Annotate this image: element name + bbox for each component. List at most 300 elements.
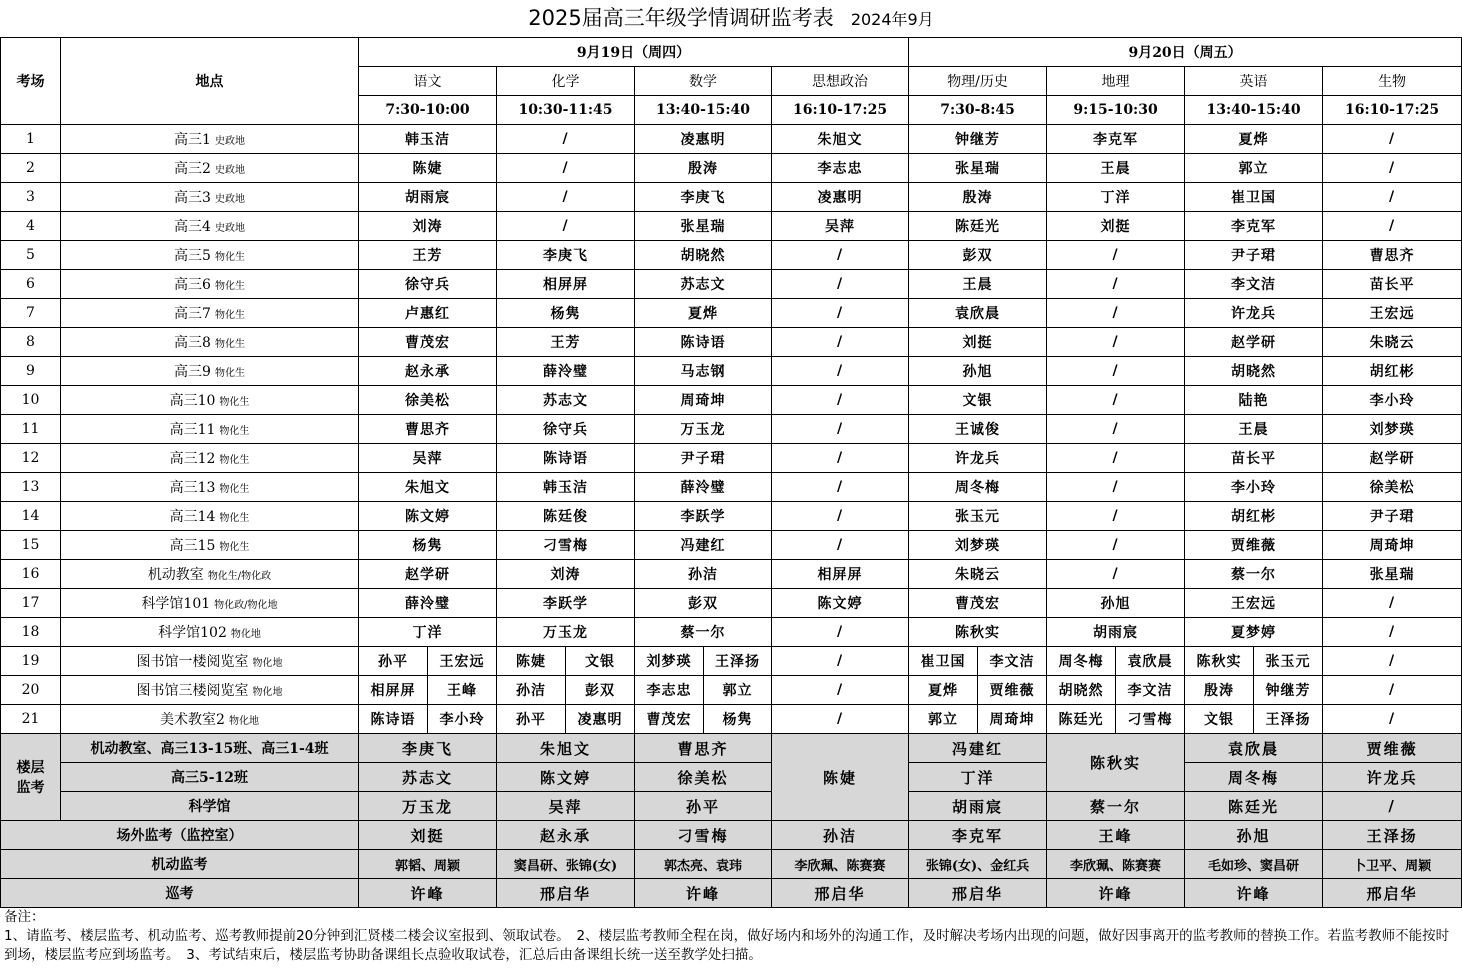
proctor-cell: 王晨 (1185, 415, 1323, 444)
proctor-cell: / (1047, 386, 1185, 415)
proctor-cell: 朱旭文 (497, 734, 635, 763)
location-cell (61, 270, 359, 299)
proctor-cell: 冯建红 (635, 531, 772, 560)
proctor-cell: 王芳 (497, 328, 635, 357)
proctor-cell: / (497, 212, 635, 241)
proctor-cell: 马志钢 (635, 357, 772, 386)
proctor-cell: / (772, 357, 909, 386)
proctor-cell: 刘梦瑛 (1323, 415, 1462, 444)
proctor-cell: 苏志文 (497, 386, 635, 415)
room-number: 6 (1, 270, 61, 299)
header-subject: 地理 (1047, 67, 1185, 96)
table-row (1, 270, 1462, 299)
table-row (1, 386, 1462, 415)
proctor-cell: / (1323, 212, 1462, 241)
location-tag: 物化生 (219, 542, 250, 553)
proctor-cell: 曹茂宏 (635, 705, 704, 734)
proctor-cell: 周琦坤 (1323, 531, 1462, 560)
proctor-cell: 尹子珺 (1185, 241, 1323, 270)
proctor-cell: 许龙兵 (1323, 763, 1462, 792)
proctor-cell: 孙洁 (772, 821, 909, 850)
proctor-cell: 周冬梅 (909, 473, 1047, 502)
location-tag: 史政地 (214, 223, 245, 234)
header-time: 16:10-17:25 (1323, 96, 1462, 125)
proctor-cell: 相屏屏 (359, 676, 428, 705)
room-number: 10 (1, 386, 61, 415)
proctor-cell: 吴萍 (772, 212, 909, 241)
proctor-cell: / (497, 125, 635, 154)
proctor-cell: 陈廷俊 (497, 502, 635, 531)
location-tag: 物化地 (252, 658, 283, 669)
proctor-cell: / (497, 154, 635, 183)
location-name: 高三1 (174, 132, 211, 148)
proctor-cell: 王峰 (428, 676, 497, 705)
proctor-cell: 陈婕 (497, 647, 566, 676)
location-tag: 物化政/物化地 (214, 600, 278, 611)
proctor-cell: 刁雪梅 (497, 531, 635, 560)
proctor-cell: / (772, 328, 909, 357)
proctor-cell: 李欣珮、陈赛赛 (1047, 850, 1185, 879)
proctor-cell: / (1047, 444, 1185, 473)
location-name: 高三13 (169, 480, 216, 496)
proctor-cell: 徐美松 (635, 763, 772, 792)
proctor-cell: 刘挺 (1047, 212, 1185, 241)
proctor-cell: / (772, 386, 909, 415)
table-row (1, 125, 1462, 154)
table-row (1, 589, 1462, 618)
proctor-cell: 陈文婷 (497, 763, 635, 792)
proctor-cell: 崔卫国 (1185, 183, 1323, 212)
proctor-cell: 王宏远 (428, 647, 497, 676)
proctor-cell: 文银 (566, 647, 635, 676)
location-tag: 物化生 (219, 455, 250, 466)
floor-row (1, 734, 1462, 763)
location-cell (61, 444, 359, 473)
table-row (1, 212, 1462, 241)
proctor-cell: / (1323, 705, 1462, 734)
location-tag: 物化生 (219, 397, 250, 408)
location-cell (61, 212, 359, 241)
proctor-cell: 周冬梅 (1047, 647, 1116, 676)
proctor-cell: / (1047, 241, 1185, 270)
proctor-cell: 陈诗语 (635, 328, 772, 357)
proctor-cell: 李庚飞 (635, 183, 772, 212)
proctor-cell: 陈文婷 (359, 502, 497, 531)
proctor-cell: / (772, 415, 909, 444)
location-cell (61, 531, 359, 560)
proctor-cell: 苏志文 (359, 763, 497, 792)
table-row (1, 444, 1462, 473)
proctor-cell: 赵学研 (359, 560, 497, 589)
proctor-cell: 刁雪梅 (635, 821, 772, 850)
proctor-cell: 吴萍 (359, 444, 497, 473)
proctor-cell: 万玉龙 (635, 415, 772, 444)
floor-location: 机动教室、高三13-15班、高三1-4班 (61, 734, 359, 763)
location-cell (61, 241, 359, 270)
proctor-cell: 薛泠璧 (635, 473, 772, 502)
proctor-cell: 李小玲 (1185, 473, 1323, 502)
location-cell (61, 183, 359, 212)
proctor-cell: 张锦(女)、金红兵 (909, 850, 1047, 879)
proctor-cell: 彭双 (566, 676, 635, 705)
location-tag: 物化生 (219, 513, 250, 524)
room-number: 7 (1, 299, 61, 328)
table-row (1, 328, 1462, 357)
proctor-cell: 文银 (1185, 705, 1254, 734)
proctor-cell: 刘挺 (909, 328, 1047, 357)
location-cell (61, 647, 359, 676)
table-row (1, 647, 1462, 676)
proctor-cell: 王峰 (1047, 821, 1185, 850)
room-number: 8 (1, 328, 61, 357)
outside-row (1, 821, 1462, 850)
proctor-cell: / (1323, 647, 1462, 676)
proctor-cell: / (1047, 270, 1185, 299)
proctor-cell: / (772, 676, 909, 705)
proctor-cell: 李跃学 (497, 589, 635, 618)
page-title (0, 0, 1462, 37)
table-row (1, 676, 1462, 705)
proctor-cell: 钟继芳 (909, 125, 1047, 154)
proctor-cell: 李文洁 (1116, 676, 1185, 705)
proctor-cell: 陈秋实 (1047, 734, 1185, 792)
proctor-cell: 彭双 (635, 589, 772, 618)
proctor-cell: 赵学研 (1323, 444, 1462, 473)
proctor-cell: 郭立 (909, 705, 978, 734)
location-cell (61, 502, 359, 531)
location-name: 图书馆三楼阅览室 (136, 683, 249, 699)
location-name: 高三8 (174, 335, 211, 351)
proctor-cell: 刘涛 (497, 560, 635, 589)
location-name: 高三6 (174, 277, 211, 293)
proctor-cell: 胡雨宸 (909, 792, 1047, 821)
location-cell (61, 473, 359, 502)
proctor-cell: / (772, 444, 909, 473)
location-cell (61, 560, 359, 589)
location-name: 高三9 (174, 364, 211, 380)
location-tag: 物化生 (214, 281, 245, 292)
table-row (1, 502, 1462, 531)
proctor-cell: 李克军 (1185, 212, 1323, 241)
location-tag: 物化地 (252, 687, 283, 698)
proctor-cell: / (772, 705, 909, 734)
location-cell (61, 357, 359, 386)
proctor-cell: 孙平 (497, 705, 566, 734)
room-number: 3 (1, 183, 61, 212)
header-subject: 英语 (1185, 67, 1323, 96)
proctor-cell: 凌惠明 (772, 183, 909, 212)
location-tag: 物化生 (214, 368, 245, 379)
proctor-cell: 陈婕 (359, 154, 497, 183)
proctor-cell: 郭立 (1185, 154, 1323, 183)
invigilation-table (0, 37, 1462, 908)
room-number: 16 (1, 560, 61, 589)
header-time: 16:10-17:25 (772, 96, 909, 125)
proctor-cell: 崔卫国 (909, 647, 978, 676)
room-number: 18 (1, 618, 61, 647)
location-name: 高三11 (169, 422, 216, 438)
proctor-cell: 胡晓然 (1047, 676, 1116, 705)
table-row (1, 618, 1462, 647)
proctor-cell: 张星瑞 (635, 212, 772, 241)
proctor-cell: 邢启华 (497, 879, 635, 908)
location-cell (61, 386, 359, 415)
proctor-cell: 李文洁 (978, 647, 1047, 676)
location-tag: 史政地 (214, 194, 245, 205)
proctor-cell: / (1047, 328, 1185, 357)
proctor-cell: 李庚飞 (359, 734, 497, 763)
room-number: 4 (1, 212, 61, 241)
location-cell (61, 125, 359, 154)
floor-row (1, 763, 1462, 792)
location-name: 高三15 (169, 538, 216, 554)
proctor-cell: 刘挺 (359, 821, 497, 850)
notes-title: 备注： (4, 909, 45, 925)
proctor-cell: 窦昌研、张锦(女) (497, 850, 635, 879)
location-cell (61, 705, 359, 734)
proctor-cell: 李欣珮、陈赛赛 (772, 850, 909, 879)
proctor-cell: 胡雨宸 (1047, 618, 1185, 647)
proctor-cell: 王晨 (1047, 154, 1185, 183)
proctor-cell: 许龙兵 (1185, 299, 1323, 328)
proctor-cell: / (772, 270, 909, 299)
room-number: 17 (1, 589, 61, 618)
proctor-cell: 万玉龙 (359, 792, 497, 821)
table-row (1, 705, 1462, 734)
table-row (1, 154, 1462, 183)
proctor-cell: 万玉龙 (497, 618, 635, 647)
proctor-cell: 李小玲 (1323, 386, 1462, 415)
proctor-cell: / (772, 531, 909, 560)
header-subject: 语文 (359, 67, 497, 96)
location-tag: 物化地 (228, 716, 259, 727)
proctor-cell: 陈文婷 (772, 589, 909, 618)
patrol-row (1, 879, 1462, 908)
floor-location: 高三5-12班 (61, 763, 359, 792)
proctor-cell: 袁欣晨 (1185, 734, 1323, 763)
proctor-cell: / (772, 473, 909, 502)
proctor-cell: 王芳 (359, 241, 497, 270)
header-time: 13:40-15:40 (1185, 96, 1323, 125)
proctor-cell: 薛泠璧 (359, 589, 497, 618)
proctor-cell: 丁洋 (1047, 183, 1185, 212)
room-number: 5 (1, 241, 61, 270)
header-subject: 生物 (1323, 67, 1462, 96)
proctor-cell: 胡晓然 (635, 241, 772, 270)
table-row (1, 241, 1462, 270)
proctor-cell: / (772, 647, 909, 676)
notes (4, 908, 1460, 965)
header-didian: 地点 (61, 38, 359, 125)
table-row (1, 560, 1462, 589)
proctor-cell: / (1323, 676, 1462, 705)
proctor-cell: 陈婕 (772, 734, 909, 821)
proctor-cell: 刘梦瑛 (635, 647, 704, 676)
location-name: 高三12 (169, 451, 216, 467)
proctor-cell: 邢启华 (1323, 879, 1462, 908)
location-cell (61, 299, 359, 328)
proctor-cell: 曹思齐 (1323, 241, 1462, 270)
header-subject: 化学 (497, 67, 635, 96)
proctor-cell: / (1047, 473, 1185, 502)
header-time: 7:30-10:00 (359, 96, 497, 125)
notes-text: 1、请监考、楼层监考、机动监考、巡考教师提前20分钟到汇贤楼二楼会议室报到、领取试卷。 2、楼层监考教师全程在岗，做好场内和场外的沟通工作，及时解决考场内出现的问题，做好因事离开的监考教师的替换工作。若监考教师不能按时到场，楼层监考应到场监考。 3、考试结束后，楼层监考协助备课组长点验收取试卷，汇总后由备课组长统一送至教学处扫描。 (4, 928, 1450, 963)
proctor-cell: 李文洁 (1185, 270, 1323, 299)
proctor-cell: 李庚飞 (497, 241, 635, 270)
proctor-cell: 杨隽 (359, 531, 497, 560)
proctor-cell: 赵学研 (1185, 328, 1323, 357)
proctor-cell: 周冬梅 (1185, 763, 1323, 792)
proctor-cell: 蔡一尔 (1047, 792, 1185, 821)
outside-label: 场外监考（监控室） (1, 821, 359, 850)
proctor-cell: 曹思齐 (359, 415, 497, 444)
proctor-cell: 李志忠 (635, 676, 704, 705)
proctor-cell: 卜卫平、周颖 (1323, 850, 1462, 879)
proctor-cell: 凌惠明 (566, 705, 635, 734)
proctor-cell: 朱旭文 (772, 125, 909, 154)
room-number: 20 (1, 676, 61, 705)
room-number: 2 (1, 154, 61, 183)
proctor-cell: / (497, 183, 635, 212)
proctor-cell: 丁洋 (359, 618, 497, 647)
proctor-cell: 贾维薇 (978, 676, 1047, 705)
proctor-cell: / (772, 502, 909, 531)
proctor-cell: 蔡一尔 (1185, 560, 1323, 589)
proctor-cell: 苏志文 (635, 270, 772, 299)
proctor-cell: 王宏远 (1185, 589, 1323, 618)
location-name: 高三14 (169, 509, 216, 525)
proctor-cell: 徐美松 (1323, 473, 1462, 502)
room-number: 14 (1, 502, 61, 531)
proctor-cell: 周琦坤 (635, 386, 772, 415)
proctor-cell: 凌惠明 (635, 125, 772, 154)
proctor-cell: / (1323, 183, 1462, 212)
proctor-cell: 刘涛 (359, 212, 497, 241)
room-number: 1 (1, 125, 61, 154)
table-row (1, 473, 1462, 502)
proctor-cell: 邢启华 (772, 879, 909, 908)
proctor-cell: 殷涛 (1185, 676, 1254, 705)
proctor-cell: 徐守兵 (497, 415, 635, 444)
proctor-cell: 王诚俊 (909, 415, 1047, 444)
proctor-cell: 李克军 (909, 821, 1047, 850)
header-time: 10:30-11:45 (497, 96, 635, 125)
location-cell (61, 415, 359, 444)
proctor-cell: / (772, 299, 909, 328)
proctor-cell: 相屏屏 (772, 560, 909, 589)
proctor-cell: 朱旭文 (359, 473, 497, 502)
table-row (1, 531, 1462, 560)
location-name: 科学馆101 (141, 596, 211, 612)
proctor-cell: 殷涛 (909, 183, 1047, 212)
table-row (1, 357, 1462, 386)
proctor-cell: / (772, 241, 909, 270)
header-kaochang: 考场 (1, 38, 61, 125)
room-number: 13 (1, 473, 61, 502)
location-name: 科学馆102 (158, 625, 227, 641)
proctor-cell: 徐美松 (359, 386, 497, 415)
location-name: 高三7 (174, 306, 211, 322)
proctor-cell: / (1323, 125, 1462, 154)
proctor-cell: 夏烨 (635, 299, 772, 328)
proctor-cell: 韩玉洁 (497, 473, 635, 502)
header-time: 13:40-15:40 (635, 96, 772, 125)
proctor-cell: 韩玉洁 (359, 125, 497, 154)
proctor-cell: 夏梦婷 (1185, 618, 1323, 647)
location-tag: 物化生 (219, 484, 250, 495)
location-tag: 物化生 (214, 252, 245, 263)
proctor-cell: 袁欣晨 (909, 299, 1047, 328)
location-cell (61, 676, 359, 705)
header-subject: 物理/历史 (909, 67, 1047, 96)
proctor-cell: / (1047, 357, 1185, 386)
proctor-cell: 陈秋实 (909, 618, 1047, 647)
proctor-cell: 毛如珍、窦昌研 (1185, 850, 1323, 879)
proctor-cell: 陈廷光 (1185, 792, 1323, 821)
header-day2: 9月20日（周五） (909, 38, 1462, 67)
location-cell (61, 589, 359, 618)
proctor-cell: / (1323, 589, 1462, 618)
proctor-cell: 郭杰亮、袁玮 (635, 850, 772, 879)
proctor-cell: 夏烨 (909, 676, 978, 705)
location-tag: 物化地 (230, 629, 261, 640)
title-date: 2024年9月 (850, 10, 934, 29)
room-number: 21 (1, 705, 61, 734)
proctor-cell: 胡雨宸 (359, 183, 497, 212)
floor-row (1, 792, 1462, 821)
table-row (1, 299, 1462, 328)
title-main: 2025届高三年级学情调研监考表 (528, 6, 834, 30)
proctor-cell: / (1047, 299, 1185, 328)
proctor-cell: 张玉元 (909, 502, 1047, 531)
header-subject: 数学 (635, 67, 772, 96)
proctor-cell: 王泽扬 (704, 647, 772, 676)
proctor-cell: 郭韬、周颖 (359, 850, 497, 879)
proctor-cell: 王晨 (909, 270, 1047, 299)
proctor-cell: 孙旭 (909, 357, 1047, 386)
proctor-cell: 李跃学 (635, 502, 772, 531)
proctor-cell: 朱晓云 (1323, 328, 1462, 357)
proctor-cell: 赵永承 (497, 821, 635, 850)
proctor-cell: 吴萍 (497, 792, 635, 821)
header-subject: 思想政治 (772, 67, 909, 96)
proctor-cell: 李小玲 (428, 705, 497, 734)
location-name: 高三5 (174, 248, 211, 264)
mobile-label: 机动监考 (1, 850, 359, 879)
floor-label: 楼层监考 (1, 734, 61, 821)
proctor-cell: 胡晓然 (1185, 357, 1323, 386)
proctor-cell: 许峰 (359, 879, 497, 908)
header-time: 9:15-10:30 (1047, 96, 1185, 125)
proctor-cell: 彭双 (909, 241, 1047, 270)
proctor-cell: 刁雪梅 (1116, 705, 1185, 734)
proctor-cell: 苗长平 (1185, 444, 1323, 473)
proctor-cell: 贾维薇 (1323, 734, 1462, 763)
proctor-cell: 贾维薇 (1185, 531, 1323, 560)
proctor-cell: 曹茂宏 (909, 589, 1047, 618)
room-number: 9 (1, 357, 61, 386)
patrol-label: 巡考 (1, 879, 359, 908)
proctor-cell: 陈诗语 (497, 444, 635, 473)
proctor-cell: 孙洁 (497, 676, 566, 705)
location-name: 高三4 (174, 219, 211, 235)
proctor-cell: 李志忠 (772, 154, 909, 183)
proctor-cell: / (1323, 154, 1462, 183)
location-name: 高三3 (174, 190, 211, 206)
mobile-row (1, 850, 1462, 879)
proctor-cell: 文银 (909, 386, 1047, 415)
proctor-cell: 陈秋实 (1185, 647, 1254, 676)
